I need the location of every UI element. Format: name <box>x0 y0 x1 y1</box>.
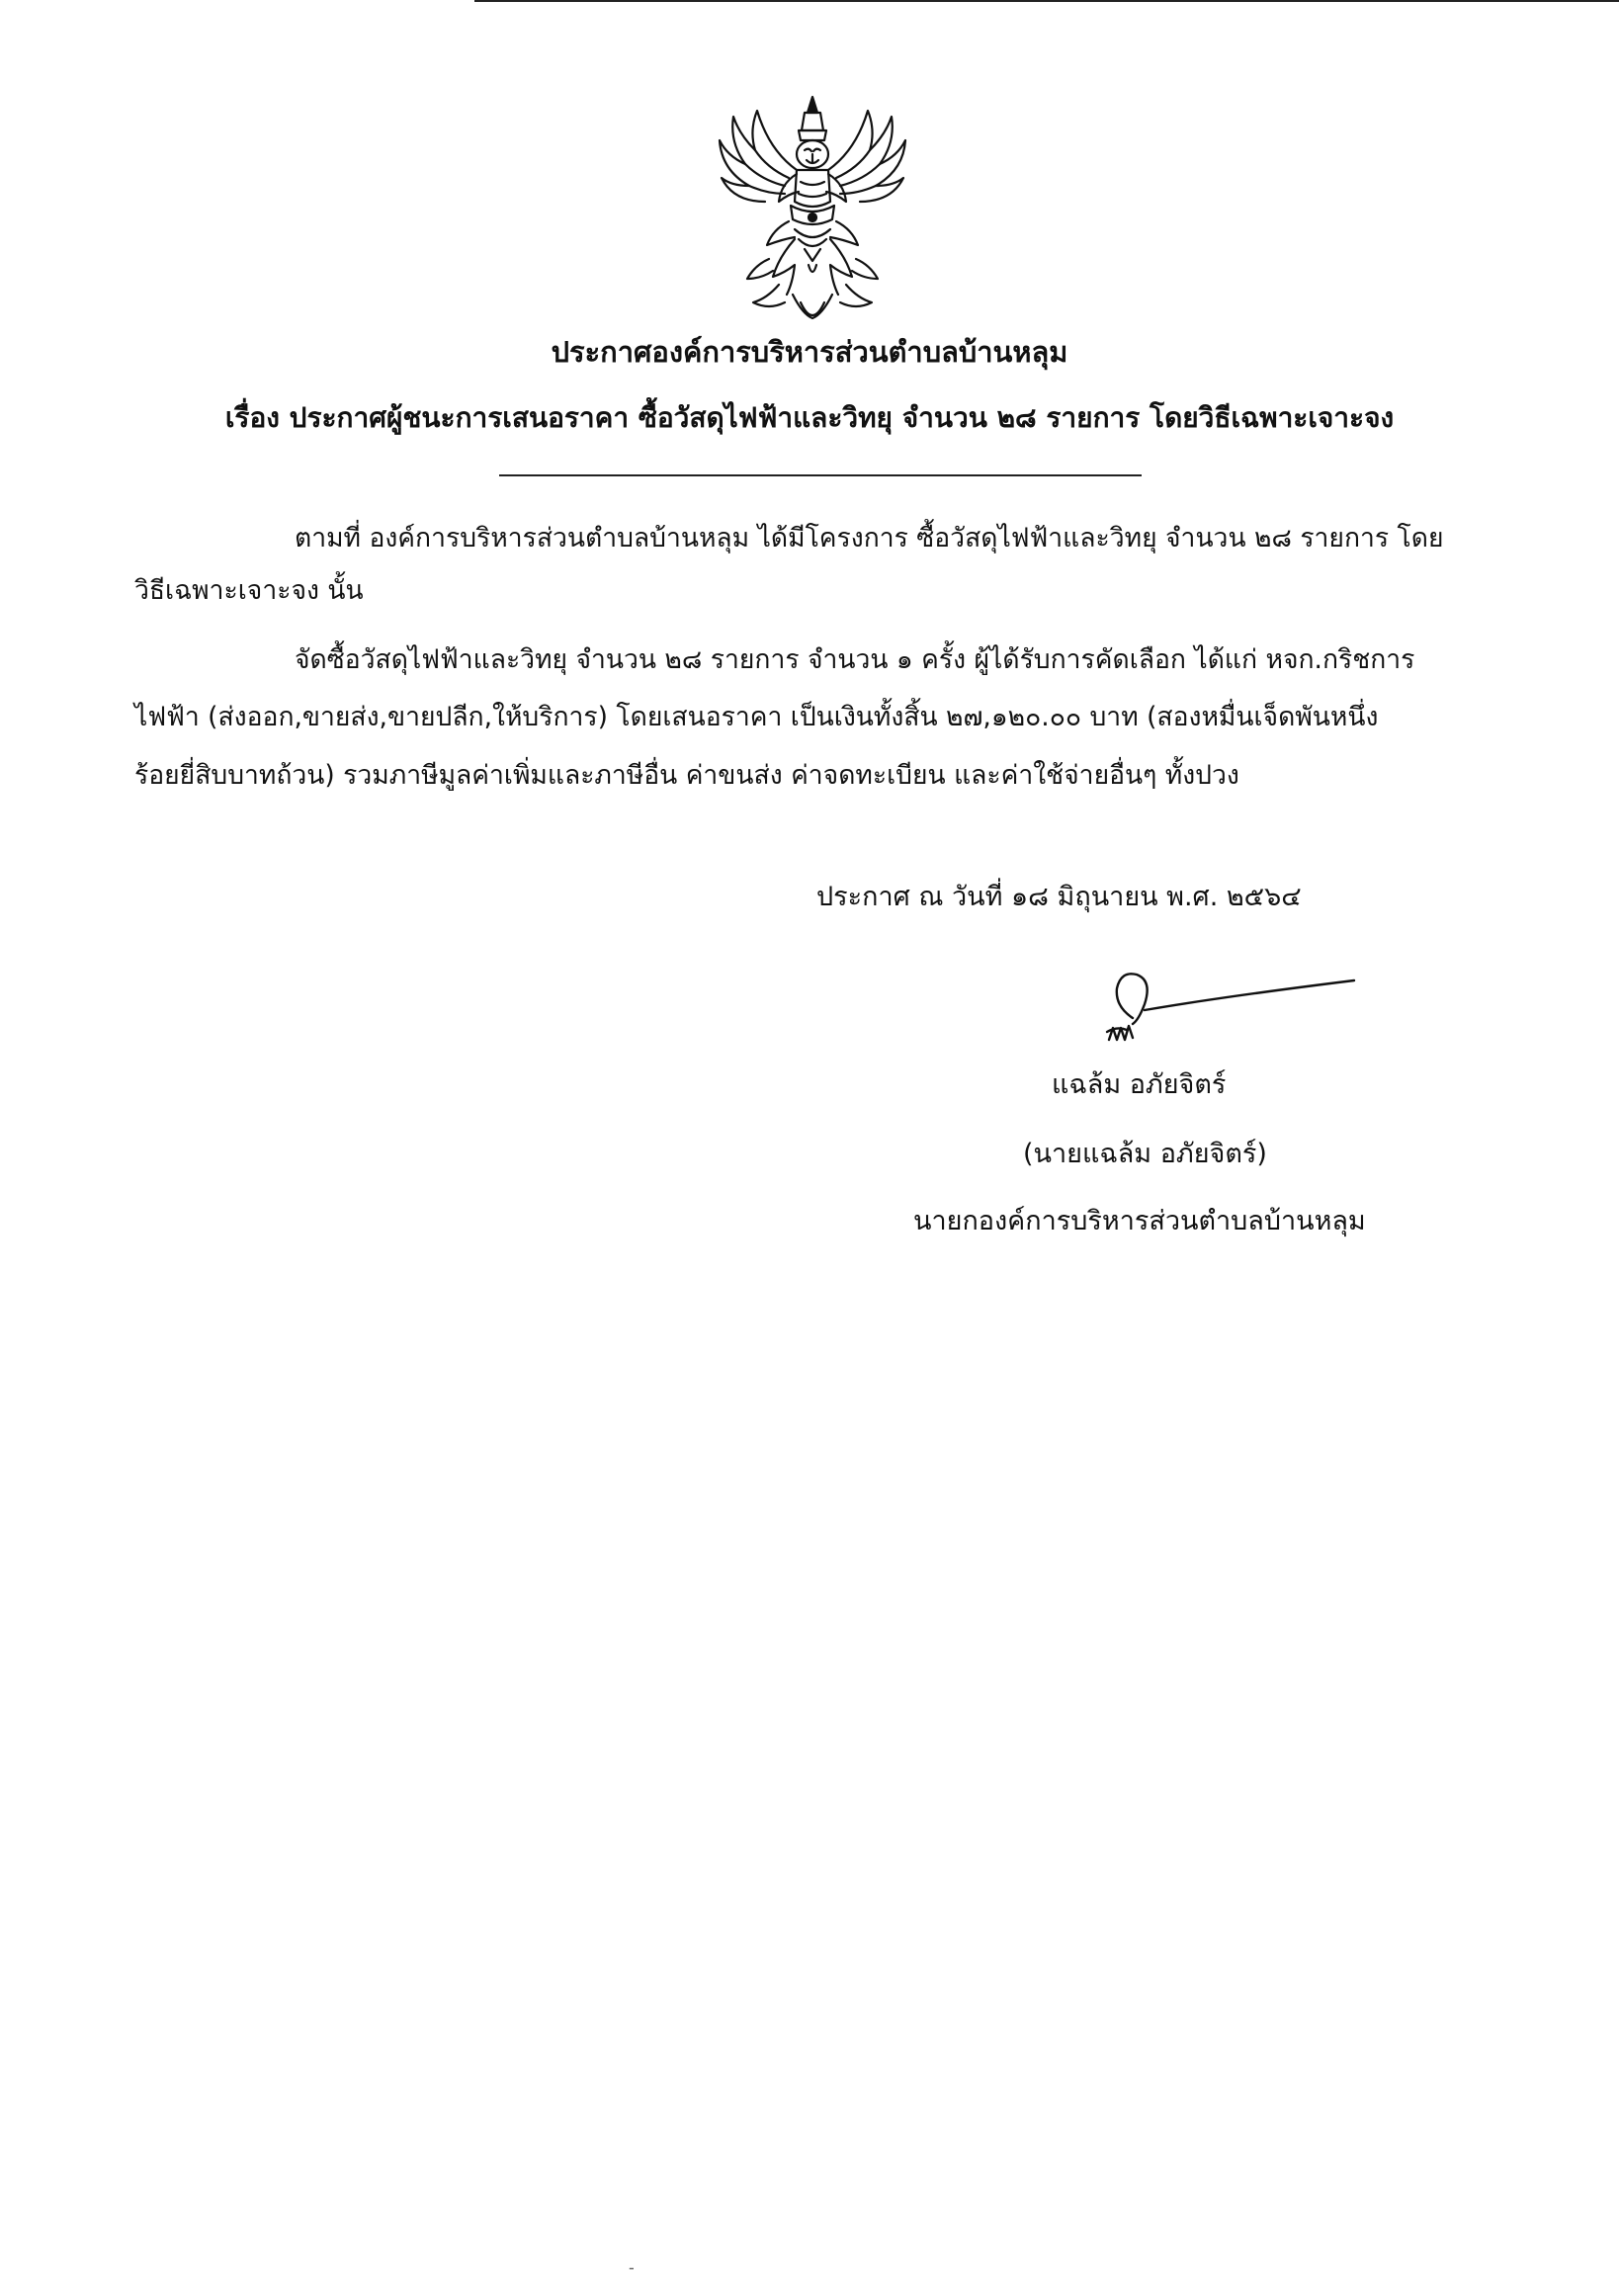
announcement-date: ประกาศ ณ วันที่ ๑๘ มิถุนายน พ.ศ. ๒๕๖๔ <box>816 882 1302 912</box>
scan-speck: - <box>629 2258 635 2277</box>
top-border-line <box>474 0 1619 2</box>
title-separator-line <box>499 474 1142 476</box>
garuda-emblem-icon <box>710 91 915 332</box>
signatory-full-name: (นายแฉล้ม อภัยจิตร์) <box>1023 1139 1267 1169</box>
announcement-subject: เรื่อง ประกาศผู้ชนะการเสนอราคา ซื้อวัสดุไฟฟ้าและวิทยุ จำนวน ๒๘ รายการ โดยวิธีเฉพาะเจาะจง <box>224 401 1395 434</box>
paragraph-2-line-1: จัดซื้อวัสดุไฟฟ้าและวิทยุ จำนวน ๒๘ รายการ จำนวน ๑ ครั้ง ผู้ได้รับการคัดเลือก ได้แก่ หจก.กริชการ <box>295 644 1415 675</box>
announcement-title: ประกาศองค์การบริหารส่วนตำบลบ้านหลุม <box>551 335 1068 369</box>
paragraph-1-line-1: ตามที่ องค์การบริหารส่วนตำบลบ้านหลุม ได้มีโครงการ ซื้อวัสดุไฟฟ้าและวิทยุ จำนวน ๒๘ รายการ โดย <box>295 523 1444 553</box>
paragraph-2-line-3: ร้อยยี่สิบบาทถ้วน) รวมภาษีมูลค่าเพิ่มและภาษีอื่น ค่าขนส่ง ค่าจดทะเบียน และค่าใช้จ่ายอื่นๆ ทั้งปวง <box>134 760 1239 791</box>
handwritten-signature <box>1087 967 1384 1065</box>
paragraph-2-line-2: ไฟฟ้า (ส่งออก,ขายส่ง,ขายปลีก,ให้บริการ) โดยเสนอราคา เป็นเงินทั้งสิ้น ๒๗,๑๒๐.๐๐ บาท (สองหมื่นเจ็ดพันหนึ่ง <box>134 702 1379 732</box>
signed-name: แฉล้ม อภัยจิตร์ <box>1052 1069 1227 1100</box>
paragraph-1-line-2: วิธีเฉพาะเจาะจง นั้น <box>134 575 364 606</box>
signatory-position: นายกองค์การบริหารส่วนตำบลบ้านหลุม <box>913 1206 1366 1236</box>
